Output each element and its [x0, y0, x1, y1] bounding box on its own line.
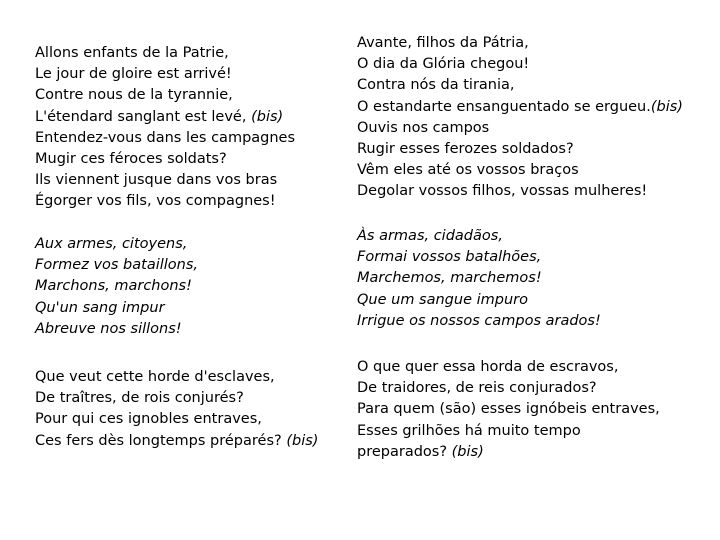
portuguese-verse-1	[357, 33, 683, 203]
verse-line: Vêm eles até os vossos braços	[357, 162, 579, 179]
verse-line: Que veut cette horde d'esclaves,	[35, 369, 275, 385]
verse-line-with-bis	[35, 107, 295, 128]
verse-line: Contra nós da tirania,	[357, 77, 515, 94]
verse-line-text: Ces fers dès longtemps préparés?	[35, 432, 282, 449]
verse-line: Ils viennent jusque dans vos bras	[35, 172, 278, 189]
chorus-line: Qu'un sang impur	[35, 299, 165, 316]
chorus-line: Abreuve nos sillons!	[35, 320, 182, 337]
verse-line-with-bis	[357, 442, 660, 463]
verse-line: Mugir ces féroces soldats?	[35, 151, 227, 168]
bis-marker: (bis)	[286, 432, 319, 449]
french-chorus	[35, 234, 198, 340]
chorus-line: Que um sangue impuro	[357, 291, 528, 308]
verse-line: De traidores, de reis conjurados?	[357, 380, 597, 397]
french-verse-2	[35, 367, 318, 452]
verse-line: Avante, filhos da Pátria,	[357, 35, 529, 51]
chorus-line: Aux armes, citoyens,	[35, 236, 188, 252]
verse-line-text: O estandarte ensanguentado se ergueu.	[357, 98, 651, 115]
verse-line: O que quer essa horda de escravos,	[357, 359, 619, 375]
verse-line-with-bis	[35, 431, 318, 452]
verse-line-text: L'étendard sanglant est levé,	[35, 108, 247, 125]
verse-line: Allons enfants de la Patrie,	[35, 45, 229, 61]
verse-line: De traîtres, de rois conjurés?	[35, 390, 244, 407]
verse-line: Rugir esses ferozes soldados?	[357, 141, 574, 158]
verse-line: Contre nous de la tyrannie,	[35, 87, 233, 104]
chorus-line: Formai vossos batalhões,	[357, 249, 542, 266]
chorus-line: Formez vos bataillons,	[35, 257, 199, 274]
verse-line: Esses grilhões há muito tempo	[357, 422, 581, 439]
verse-line: Ouvis nos campos	[357, 119, 490, 136]
chorus-line: Às armas, cidadãos,	[357, 228, 503, 244]
chorus-line: Marchons, marchons!	[35, 278, 192, 295]
chorus-line: Marchemos, marchemos!	[357, 270, 542, 287]
portuguese-verse-2	[357, 357, 660, 463]
verse-line: Entendez-vous dans les campagnes	[35, 129, 296, 146]
verse-line-text: preparados?	[357, 443, 448, 460]
verse-line-with-bis	[357, 97, 683, 118]
verse-line: O dia da Glória chegou!	[357, 56, 530, 73]
verse-line: Égorger vos fils, vos compagnes!	[35, 193, 276, 210]
french-verse-1	[35, 43, 295, 213]
chorus-line: Irrigue os nossos campos arados!	[357, 312, 601, 329]
verse-line: Pour qui ces ignobles entraves,	[35, 411, 262, 428]
bis-marker: (bis)	[451, 443, 484, 460]
bis-marker: (bis)	[650, 98, 683, 115]
verse-line: Degolar vossos filhos, vossas mulheres!	[357, 183, 648, 200]
bis-marker: (bis)	[251, 108, 284, 125]
verse-line: Le jour de gloire est arrivé!	[35, 66, 232, 83]
verse-line: Para quem (são) esses ignóbeis entraves,	[357, 401, 660, 418]
portuguese-chorus	[357, 226, 601, 332]
